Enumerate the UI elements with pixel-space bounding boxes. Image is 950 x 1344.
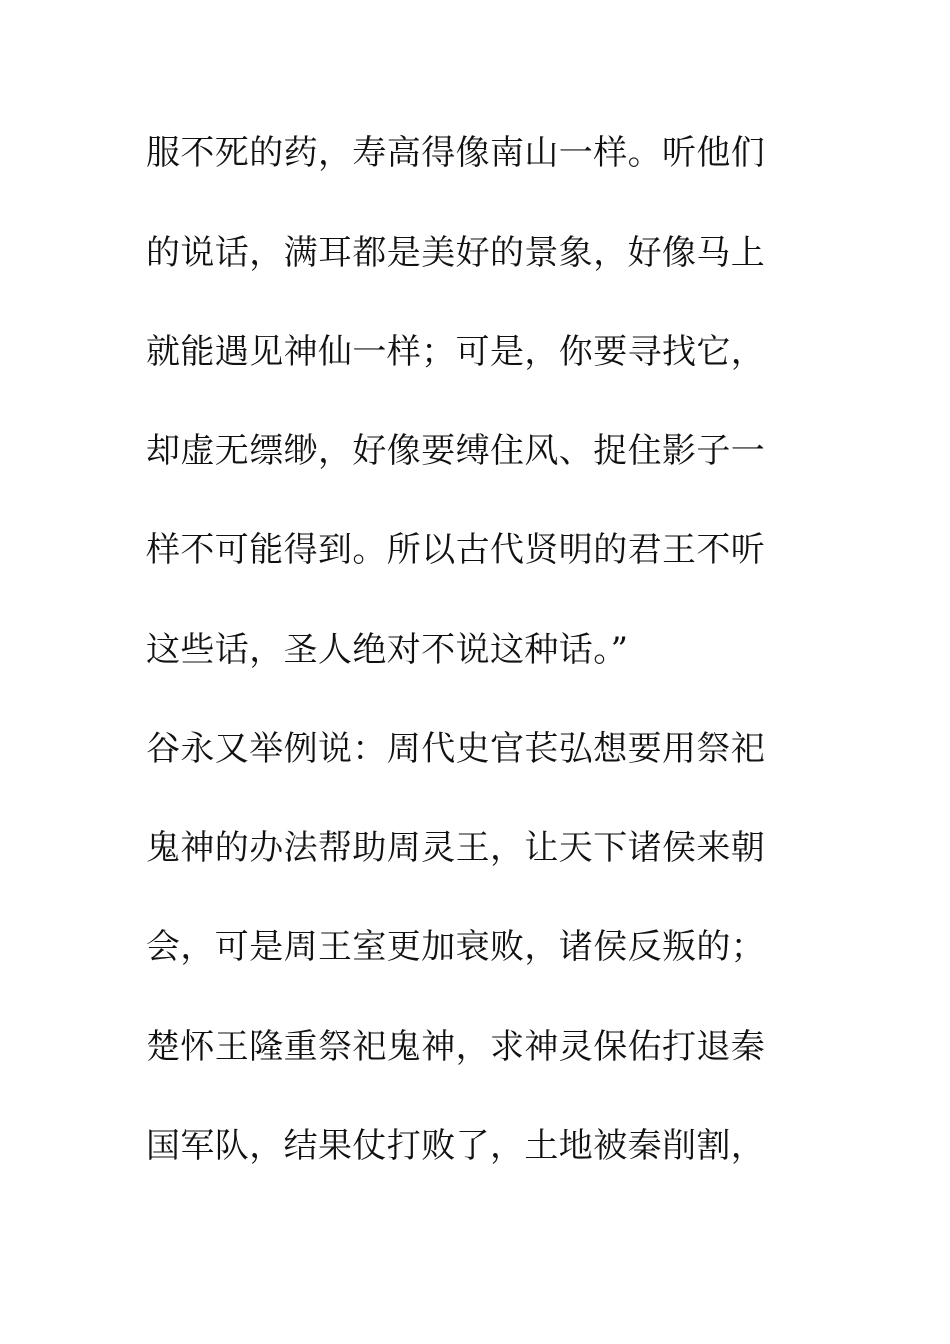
text-line: 国军队，结果仗打败了，土地被秦削割， [146, 1126, 766, 1166]
text-line: 的说话，满耳都是美好的景象，好像马上 [146, 233, 766, 273]
text-line: 却虚无缥缈，好像要缚住风、捉住影子一 [146, 431, 766, 471]
text-line: 样不可能得到。所以古代贤明的君王不听 [146, 530, 766, 570]
text-line: 楚怀王隆重祭祀鬼神，求神灵保佑打退秦 [146, 1027, 766, 1067]
text-line: 就能遇见神仙一样；可是，你要寻找它， [146, 332, 766, 372]
text-line: 会，可是周王室更加衰败，诸侯反叛的； [146, 927, 766, 967]
text-line: 服不死的药，寿高得像南山一样。听他们 [146, 133, 766, 173]
text-line: 这些话，圣人绝对不说这种话。” [146, 630, 629, 670]
text-line: 谷永又举例说：周代史官苌弘想要用祭祀 [146, 729, 766, 769]
text-line: 鬼神的办法帮助周灵王，让天下诸侯来朝 [146, 828, 766, 868]
